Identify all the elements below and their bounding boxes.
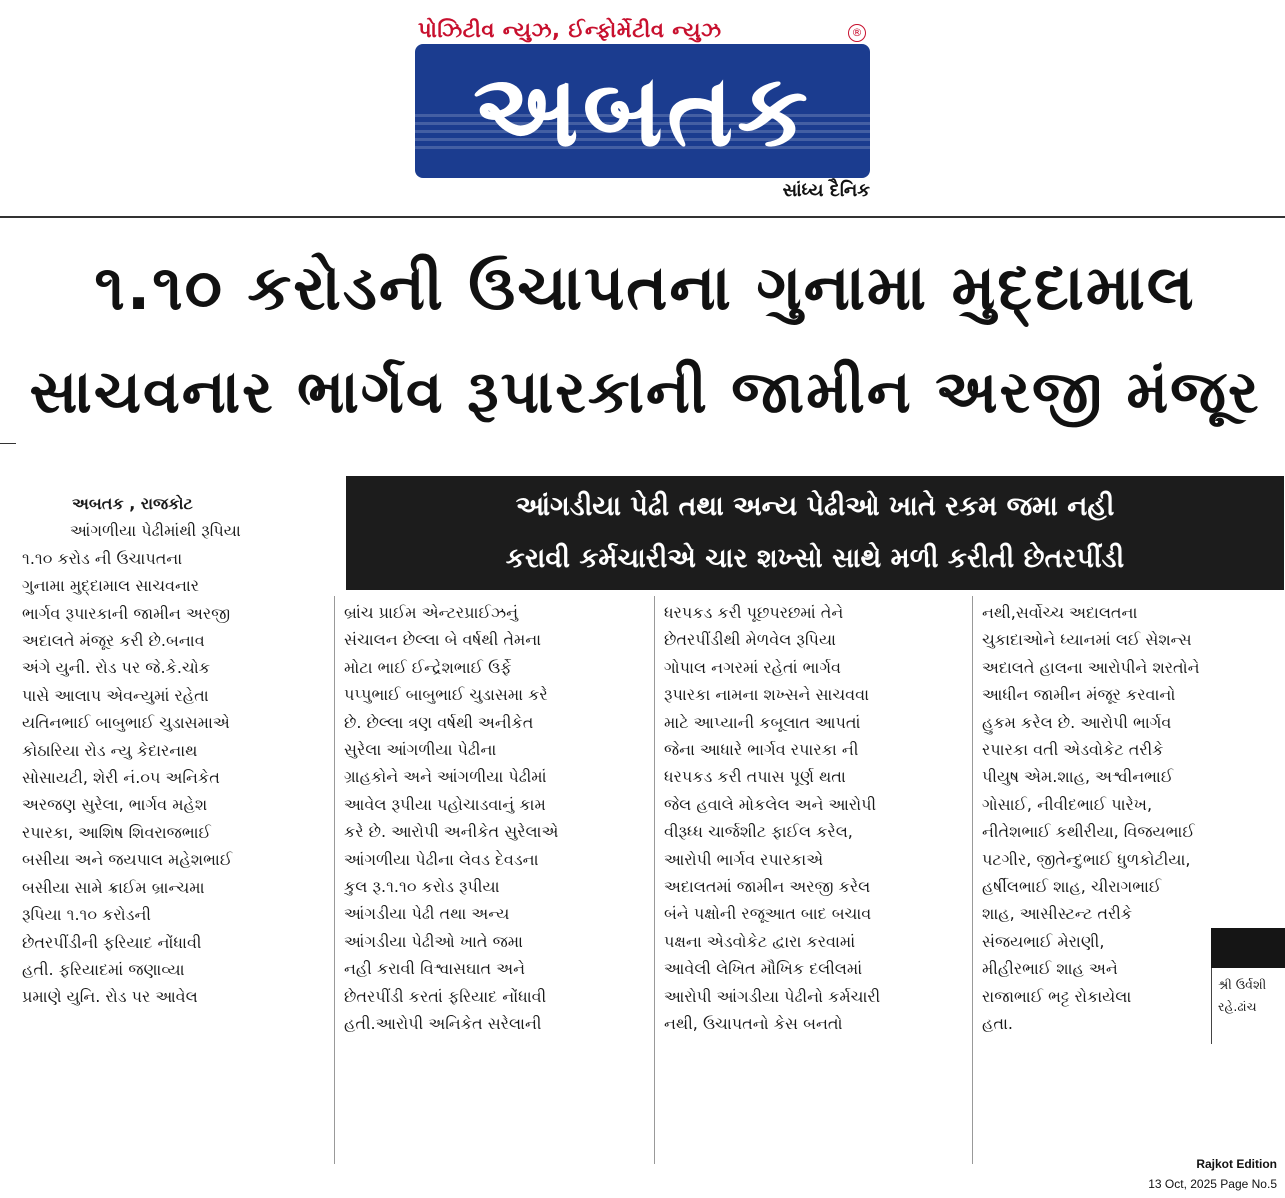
article-line: ગુનામા મુદ્દામાલ સાચવનાર bbox=[22, 576, 200, 596]
article-line: કરે છે. આરોપી અનીકેત સુરેલાએ bbox=[344, 822, 559, 842]
article-line: પાસે આલાપ એવન્યુમાં રહેતા bbox=[22, 685, 209, 705]
column-divider bbox=[334, 596, 335, 1164]
article-column-3 bbox=[664, 599, 962, 1038]
article-line: છે. છેલ્લા ત્રણ વર્ષથી અનીકેત bbox=[344, 712, 534, 732]
subhead-line-2: કરાવી કર્મચારીએ ચાર શખ્સો સાથે મળી કરીતી છેતરપીંડી bbox=[505, 543, 1125, 574]
article-line: પ્રમાણે યુનિ. રોડ પર આવેલ bbox=[22, 987, 198, 1007]
article-column-1 bbox=[22, 490, 322, 1011]
article-line: રાજાભાઈ ભટ્ટ રોકાયેલા bbox=[982, 986, 1132, 1006]
article-line: રૂપિયા ૧.૧૦ કરોડની bbox=[22, 905, 151, 925]
headline-line-2: સાચવનાર ભાર્ગવ રૂપારકાની જામીન અરજી મંજૂર bbox=[29, 357, 1261, 426]
article-line: છેતરપીંડી કરતાં ફરિયાદ નોંધાવી bbox=[344, 986, 547, 1006]
margin-tick bbox=[0, 443, 16, 444]
subhead-banner bbox=[346, 476, 1284, 590]
article-line: સોસાયટી, શેરી નં.૦૫ અનિકેત bbox=[22, 768, 220, 788]
article-line: રપારકા વતી એડવોકેટ તરીકે bbox=[982, 740, 1164, 760]
masthead-tagline: પોઝિટીવ ન્યુઝ, ઈન્ફોર્મેટીવ ન્યુઝ bbox=[418, 18, 722, 42]
article-line: જેના આધારે ભાર્ગવ રપારકા ની bbox=[664, 740, 859, 760]
article-line: બસીયા અને જયપાલ મહેશભાઈ bbox=[22, 850, 233, 870]
article-line: નથી, ઉચાપતનો કેસ બનતો bbox=[664, 1014, 843, 1034]
article-line: માટે આપ્યાની કબૂલાત આપતાં bbox=[664, 712, 861, 732]
article-line: સુરેલા આંગળીયા પેઢીના bbox=[344, 740, 497, 760]
article-line: હતી.આરોપી અનિકેત સરેલાની bbox=[344, 1014, 542, 1034]
masthead-subtitle: સાંધ્ય દૈનિક bbox=[782, 180, 870, 201]
article-line: હતી. ફરિયાદમાં જણાવ્યા bbox=[22, 959, 185, 979]
photo-caption bbox=[1211, 968, 1285, 1044]
masthead-divider bbox=[0, 216, 1285, 218]
article-line: રપારકા, આશિષ શિવરાજભાઈ bbox=[22, 822, 211, 842]
article-line: યતિનભાઈ બાબુભાઈ ચુડાસમાએ bbox=[22, 713, 230, 733]
portrait-photo bbox=[1211, 928, 1285, 968]
article-line: ધરપકડ કરી પૂછપરછમાં તેને bbox=[664, 603, 844, 622]
article-line: રૂપારકા નામના શખ્સને સાચવવા bbox=[664, 685, 870, 705]
article-line: અરજણ સુરેલા, ભાર્ગવ મહેશ bbox=[22, 795, 208, 815]
article-line: જેલ હવાલે મોકલેલ અને આરોપી bbox=[664, 794, 877, 814]
article-line: હુકમ કરેલ છે. આરોપી ભાર્ગવ bbox=[982, 712, 1172, 732]
article-line: આધીન જામીન મંજૂર કરવાનો bbox=[982, 685, 1176, 705]
date-page-label: 13 Oct, 2025 Page No.5 bbox=[1148, 1177, 1277, 1191]
article-line: કુલ રૂ.૧.૧૦ કરોડ રૂપીયા bbox=[344, 877, 500, 897]
article-line: આવેલી લેખિત મૌખિક દલીલમાં bbox=[664, 959, 863, 979]
article-line: આંગડીયા પેઢીઓ ખાતે જમા bbox=[344, 931, 523, 951]
article-line: અંગે યુની. રોડ પર જે.કે.ચોક bbox=[22, 658, 211, 678]
registered-mark-icon: ® bbox=[848, 24, 866, 42]
article-line: અદાલતે હાલના આરોપીને શરતોને bbox=[982, 657, 1200, 677]
article-line: છેતરપીંડીની ફરિયાદ નોંધાવી bbox=[22, 932, 202, 952]
article-line: આરોપી આંગડીયા પેઢીનો કર્મચારી bbox=[664, 986, 881, 1006]
logo-wordmark: અબતક bbox=[473, 52, 812, 169]
article-line: સંચાલન છેલ્લા બે વર્ષથી તેમના bbox=[344, 630, 542, 650]
article-line: આંગળીયા પેઢીમાંથી રૂપિયા bbox=[70, 521, 241, 541]
article-line: છેતરપીંડીથી મેળવેલ રૂપિયા bbox=[664, 630, 836, 650]
page-footer bbox=[1148, 1154, 1277, 1194]
article-line: બંને પક્ષોની રજૂઆત બાદ બચાવ bbox=[664, 904, 872, 924]
masthead bbox=[0, 0, 1285, 212]
article-line: નથી,સર્વોચ્ચ અદાલતના bbox=[982, 603, 1138, 622]
column-divider bbox=[654, 596, 655, 1164]
headline-line-1: ૧.૧૦ કરોડની ઉચાપતના ગુનામા મુદ્દામાલ bbox=[94, 251, 1196, 324]
article-line: નીતેશભાઈ કથીરીયા, વિજયભાઈ bbox=[982, 822, 1195, 842]
article-line: અદાલતમાં જામીન અરજી કરેલ bbox=[664, 877, 871, 897]
article-line: ધરપકડ કરી તપાસ પૂર્ણ થતા bbox=[664, 767, 846, 787]
article-line: કોઠારિયા રોડ ન્યુ કેદારનાથ bbox=[22, 740, 198, 760]
article-line: બસીયા સામે ક્રાઈમ બ્રાન્ચમા bbox=[22, 877, 205, 897]
article-line: આવેલ રૂપીયા પહોચાડવાનું કામ bbox=[344, 794, 546, 814]
article-line: ગ્રાહકોને અને આંગળીયા પેઢીમાં bbox=[344, 767, 547, 787]
article-line: પપ્પુભાઈ બાબુભાઈ ચુડાસમા કરે bbox=[344, 685, 548, 705]
article-line: પીયુષ એમ.શાહ, અશ્વીનભાઈ bbox=[982, 767, 1174, 787]
article-line: અદાલતે મંજૂર કરી છે.બનાવ bbox=[22, 631, 205, 651]
article-line: વીરૂધ્ધ ચાર્જશીટ ફાઈલ કરેલ, bbox=[664, 822, 853, 842]
edition-label: Rajkot Edition bbox=[1196, 1157, 1277, 1171]
column-divider bbox=[972, 596, 973, 1164]
headline bbox=[20, 236, 1270, 444]
subhead-line-1: આંગડીયા પેઢી તથા અન્ય પેઢીઓ ખાતે રકમ જમા નહી bbox=[515, 491, 1115, 522]
newspaper-logo bbox=[415, 44, 870, 178]
article-line: મીહીરભાઈ શાહ અને bbox=[982, 959, 1118, 979]
article-line: પક્ષના એડવોકેટ દ્વારા કરવામાં bbox=[664, 931, 856, 951]
article-line: બ્રાંચ પ્રાઈમ એન્ટરપ્રાઈઝનું bbox=[344, 603, 519, 622]
article-line: ભાર્ગવ રૂપારકાની જામીન અરજી bbox=[22, 603, 231, 623]
article-line: ગોસાઈ, નીવીદભાઈ પારેખ, bbox=[982, 794, 1153, 814]
article-line: ગોપાલ નગરમાં રહેતાં ભાર્ગવ bbox=[664, 657, 841, 677]
article-line: આંગળીયા પેઢીના લેવડ દેવડના bbox=[344, 849, 539, 869]
article-line: ચુકાદાઓને ધ્યાનમાં લઈ સેશન્સ bbox=[982, 630, 1192, 650]
article-line: સંજયભાઈ મેરાણી, bbox=[982, 931, 1105, 951]
article-line: શાહ, આસીસ્ટન્ટ તરીકે bbox=[982, 904, 1133, 924]
photo-caption-name: શ્રી ઉર્વશી bbox=[1218, 977, 1267, 992]
article-line: નહી કરાવી વિશ્વાસઘાત અને bbox=[344, 959, 526, 979]
article-line: મોટા ભાઈ ઈન્દ્રેશભાઈ ઉર્ફે bbox=[344, 657, 512, 677]
photo-caption-place: રહે.ઢાંચ bbox=[1218, 999, 1257, 1014]
dateline: અબતક , રાજકોટ bbox=[72, 494, 193, 513]
article-line: ૧.૧૦ કરોડ ની ઉચાપતના bbox=[22, 548, 183, 568]
article-line: પટગીર, જીતેન્દુભાઈ ધુળકોટીયા, bbox=[982, 849, 1191, 869]
article-line: આરોપી ભાર્ગવ રપારકાએ bbox=[664, 849, 824, 869]
article-column-2 bbox=[344, 599, 644, 1038]
article-line: હતા. bbox=[982, 1014, 1013, 1034]
article-line: આંગડીયા પેઢી તથા અન્ય bbox=[344, 904, 510, 924]
article-line: હર્ષીલભાઈ શાહ, ચીરાગભાઈ bbox=[982, 877, 1162, 897]
